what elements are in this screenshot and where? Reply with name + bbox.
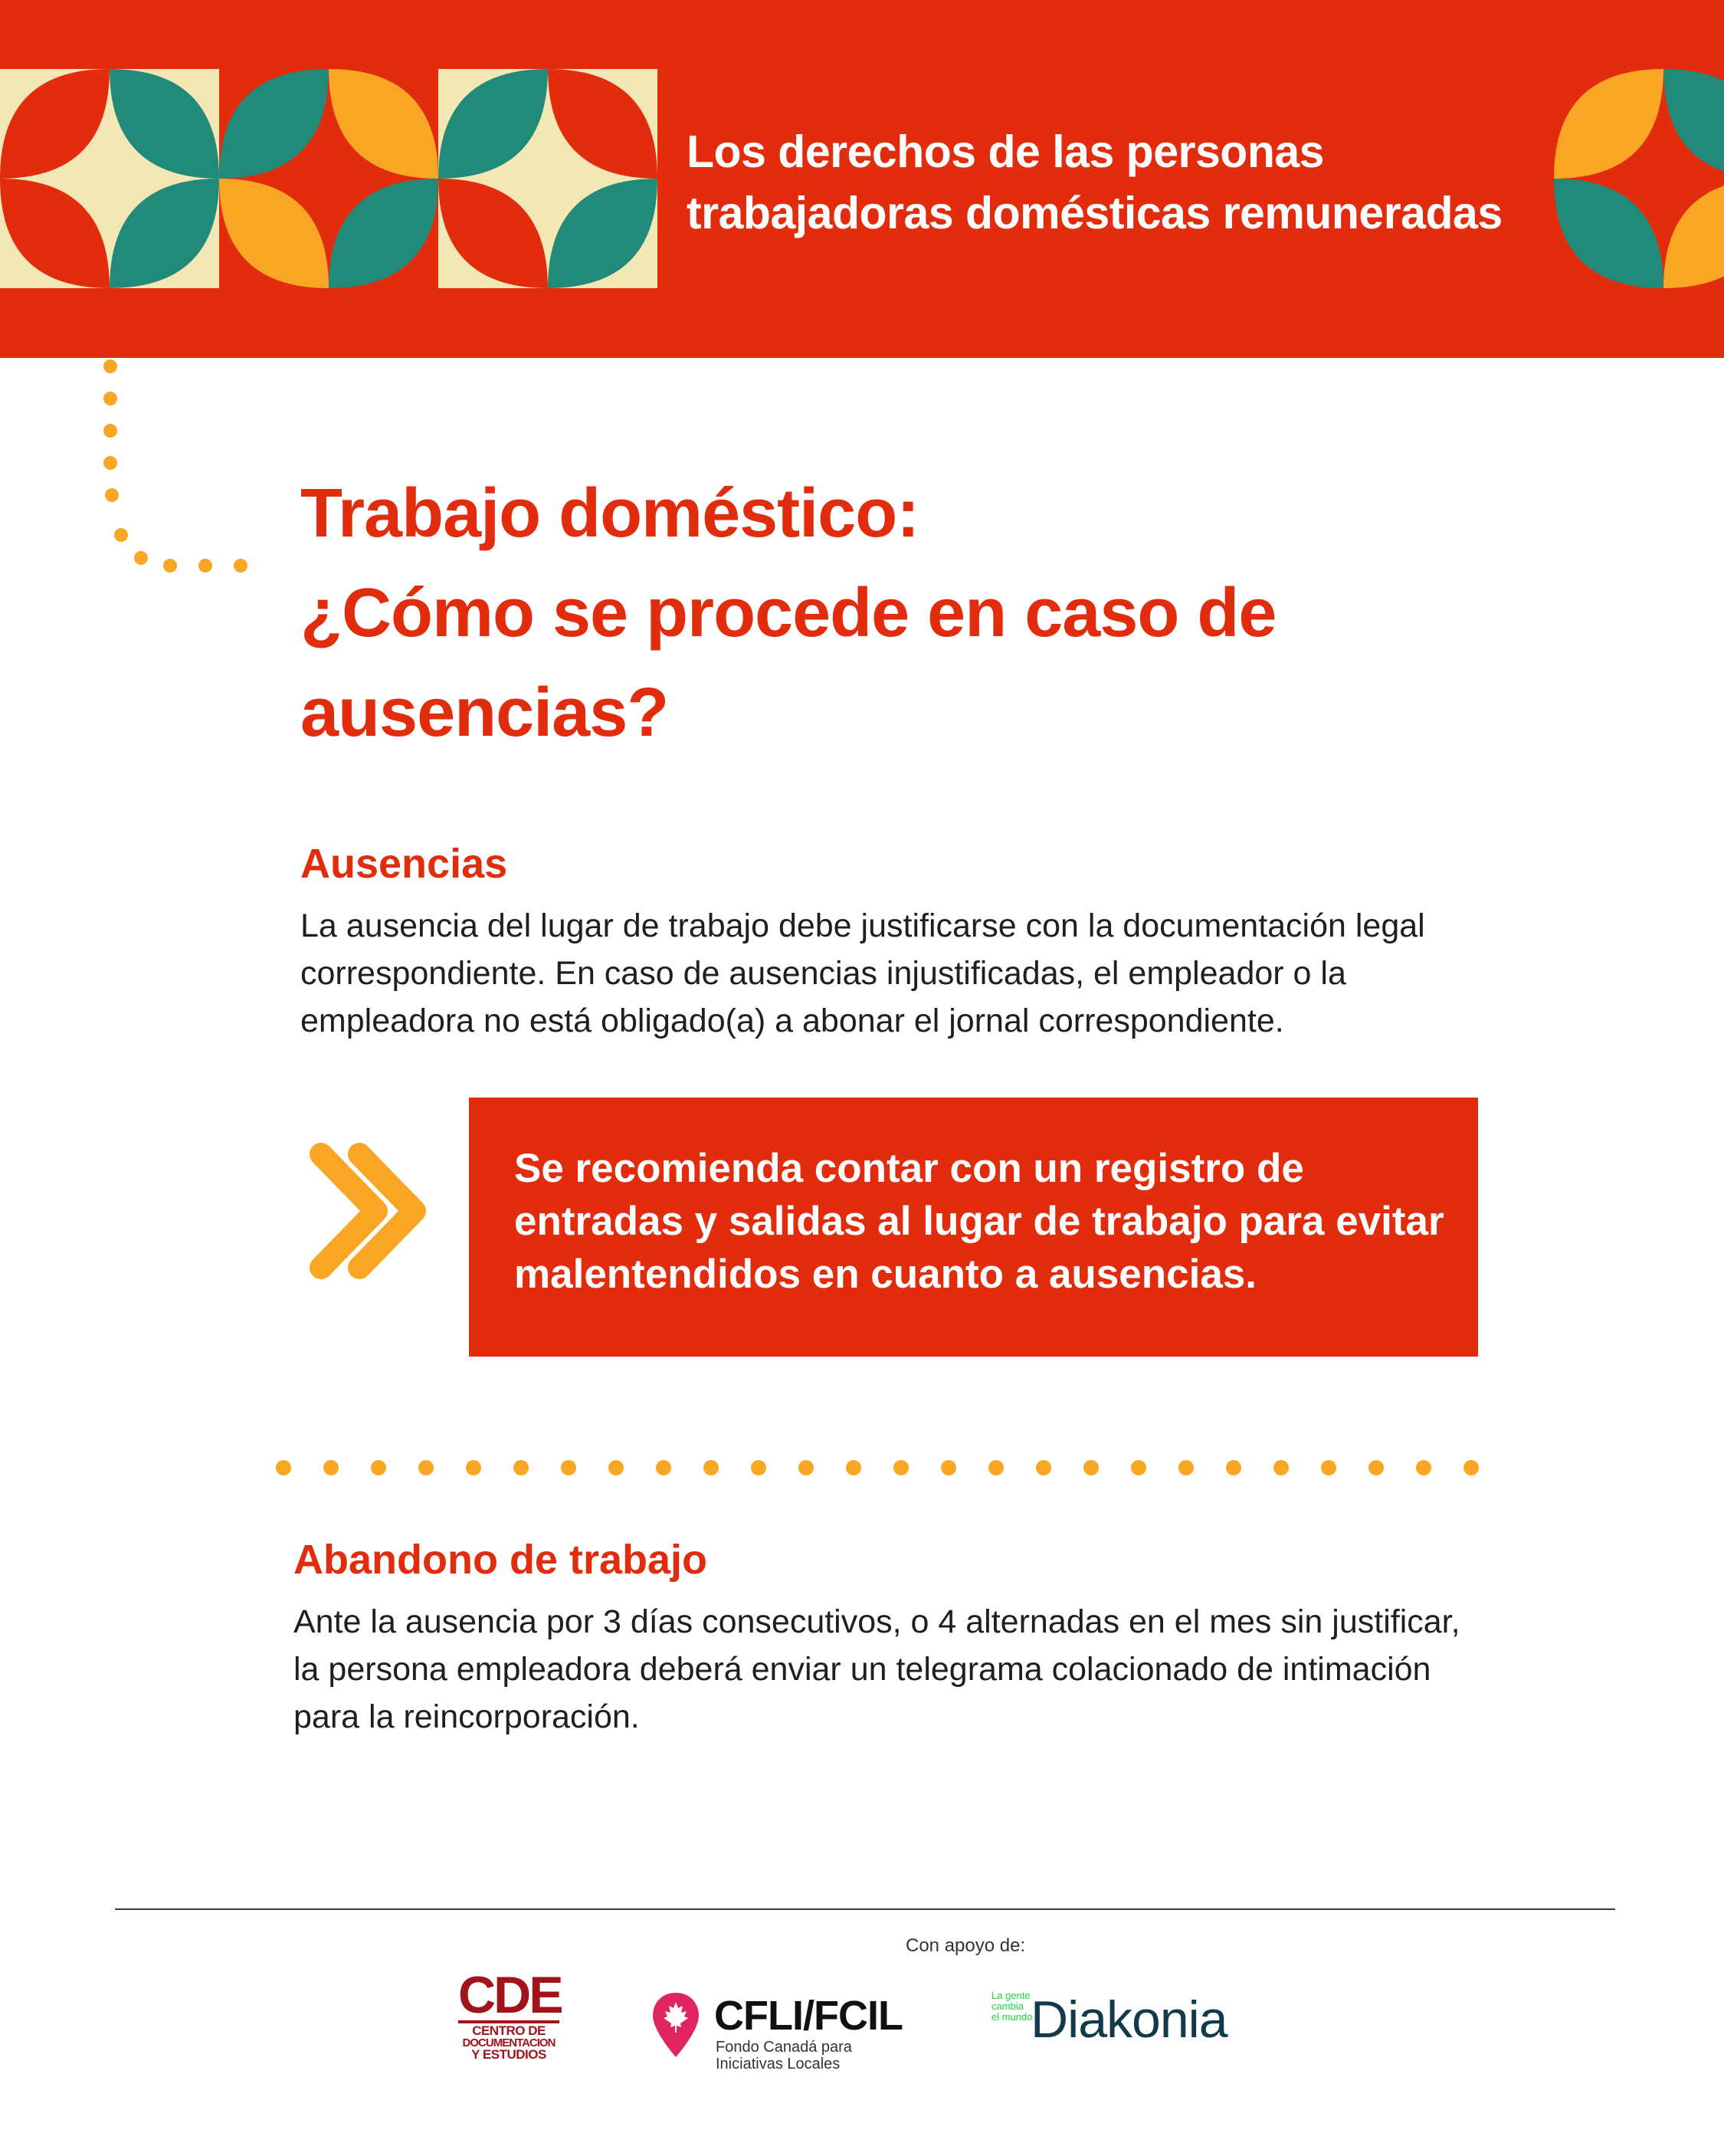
decorative-leaf-pattern xyxy=(0,69,659,291)
double-chevron-icon xyxy=(303,1140,441,1294)
main-title-line2: ¿Cómo se procede en caso de xyxy=(300,575,1277,651)
cde-logo-line2: DOCUMENTACION xyxy=(462,2036,556,2049)
cfli-logo-name: CFLI/FCIL xyxy=(714,1993,903,2039)
diakonia-logo-name: Diakonia xyxy=(1031,1990,1227,2049)
header-band xyxy=(0,0,1724,358)
diakonia-tag2: cambia xyxy=(991,2000,1024,2012)
cde-logo-line1: CENTRO DE xyxy=(472,2023,546,2038)
cfli-logo-line2: Iniciativas Locales xyxy=(716,2056,841,2072)
cde-logo-abbr: CDE xyxy=(458,1966,562,2024)
cde-logo-line3: Y ESTUDIOS xyxy=(471,2047,546,2062)
header-title xyxy=(687,121,1529,244)
main-title-line3: ausencias? xyxy=(300,674,669,751)
recommendation-text: Se recomienda contar con un registro de entradas y salidas al lugar de trabajo para evitar malentendidos en cuanto a ausencias. xyxy=(514,1146,1444,1297)
header-title-line2: trabajadoras domésticas remuneradas xyxy=(687,188,1503,238)
diakonia-tag1: La gente xyxy=(991,1990,1031,2001)
main-title xyxy=(300,464,1450,763)
diakonia-tagline xyxy=(991,1990,1032,2023)
cfli-logo-caption xyxy=(716,2039,852,2072)
diakonia-tag3: el mundo xyxy=(991,2011,1033,2023)
cde-logo xyxy=(458,1966,562,2062)
maple-leaf-pin-icon xyxy=(651,1991,700,2060)
cfli-logo-line1: Fondo Canadá para xyxy=(716,2039,852,2056)
footer-divider xyxy=(115,1908,1615,1910)
abandono-body: Ante la ausencia por 3 días consecutivos, o 4 alternadas en el mes sin justificar, la persona empleadora deberá enviar un telegrama colacionado de intimación para la reincorporación. xyxy=(293,1603,1460,1735)
dotted-separator xyxy=(272,1456,1498,1479)
ausencias-heading: Ausencias xyxy=(300,841,508,887)
support-label: Con apoyo de: xyxy=(906,1935,1026,1956)
decorative-leaf-pattern-right xyxy=(1554,69,1724,291)
abandono-heading: Abandono de trabajo xyxy=(293,1537,707,1583)
main-title-line1: Trabajo doméstico: xyxy=(300,475,919,552)
header-title-line1: Los derechos de las personas xyxy=(687,126,1324,177)
dotted-connector xyxy=(84,353,261,582)
ausencias-body: La ausencia del lugar de trabajo debe justificarse con la documentación legal correspondiente. En caso de ausencias injustificadas, el empleador o la empleadora no está obligado(a) a abonar el jornal correspondiente. xyxy=(300,907,1425,1039)
